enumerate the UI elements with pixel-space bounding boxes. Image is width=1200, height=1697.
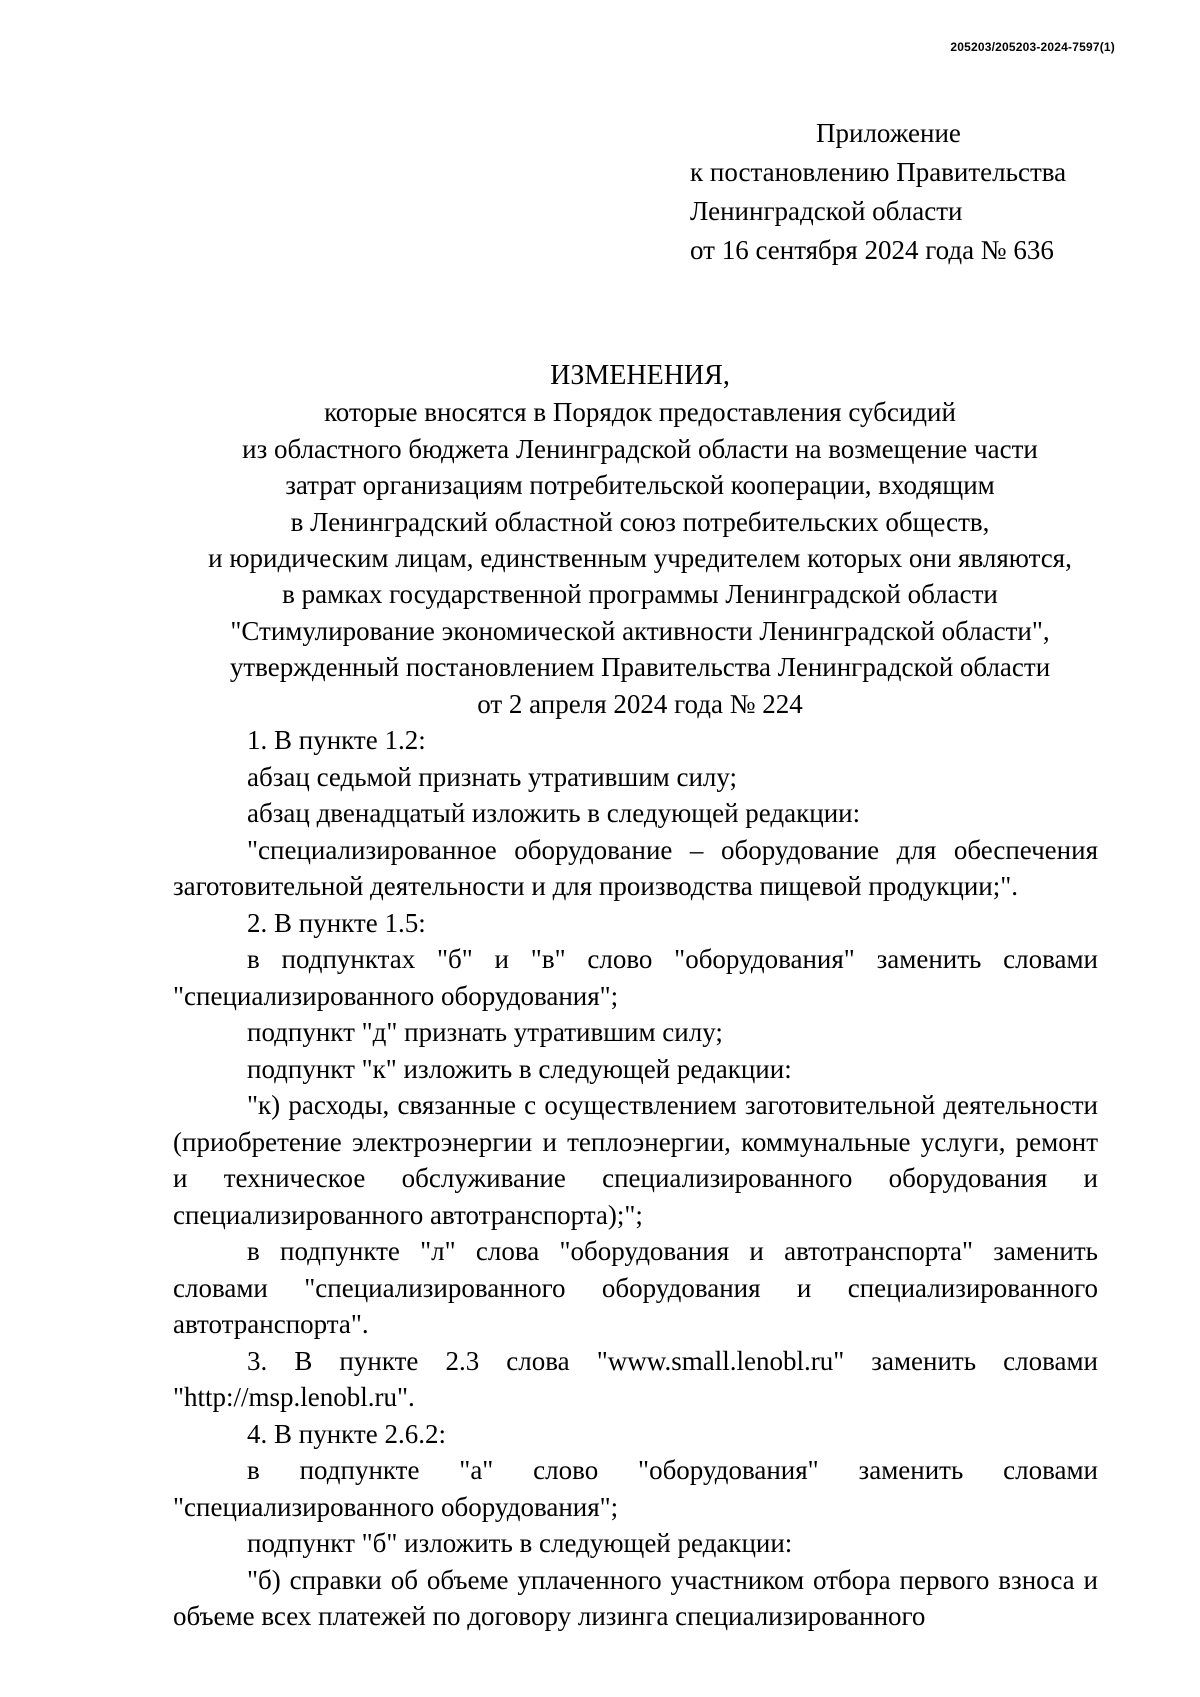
heading-line: утвержденный постановлением Правительства Ленинградской области bbox=[229, 652, 1051, 683]
heading-line: в рамках государственной программы Ленинградской области bbox=[282, 579, 998, 610]
appendix-line: Ленинградской области bbox=[690, 196, 963, 226]
body-paragraph: абзац седьмой признать утратившим силу; bbox=[247, 761, 738, 792]
appendix-date: от 16 сентября 2024 года № 636 bbox=[690, 235, 1054, 265]
body-paragraph: "к) расходы, связанные с осуществлением заготовительной деятельности (приобретение электроэнергии и теплоэнергии, коммунальные услуги, ремонт и техническое обслуживание специализированного оборудования и специализированного автотранспорта);"; bbox=[173, 1090, 1098, 1230]
body-paragraph: подпункт "к" изложить в следующей редакции: bbox=[247, 1053, 792, 1084]
heading-line: затрат организациям потребительской кооперации, входящим bbox=[285, 470, 995, 501]
body-paragraph: подпункт "б" изложить в следующей редакции: bbox=[247, 1528, 793, 1558]
body-paragraph: 4. В пункте 2.6.2: bbox=[247, 1418, 446, 1449]
body-paragraph: 3. В пункте 2.3 слова "www.small.lenobl.ru" заменить словами "http://msp.lenobl.ru". bbox=[173, 1345, 1098, 1412]
appendix-title: Приложение bbox=[816, 118, 961, 148]
heading-line: из областного бюджета Ленинградской области на возмещение части bbox=[242, 433, 1038, 464]
heading-line: и юридическим лицам, единственным учредителем которых они являются, bbox=[208, 543, 1072, 574]
body-paragraph: в подпунктах "б" и "в" слово "оборудования" заменить словами "специализированного оборудования"; bbox=[173, 944, 1098, 1011]
heading-line: "Стимулирование экономической активности Ленинградской области", bbox=[230, 615, 1050, 646]
heading-line: от 2 апреля 2024 года № 224 bbox=[477, 688, 803, 719]
heading-line: в Ленинградский областной союз потребительских обществ, bbox=[290, 506, 990, 537]
body-paragraph: 1. В пункте 1.2: bbox=[247, 725, 426, 755]
body-paragraph: "б) справки об объеме уплаченного участником отбора первого взноса и объеме всех платежей по договору лизинга специализированного bbox=[173, 1564, 1098, 1631]
appendix-block bbox=[690, 114, 1130, 270]
document-body bbox=[173, 722, 1098, 1635]
body-paragraph: подпункт "д" признать утратившим силу; bbox=[247, 1017, 723, 1047]
body-paragraph: 2. В пункте 1.5: bbox=[247, 907, 426, 938]
body-paragraph: в подпункте "а" слово "оборудования" заменить словами "специализированного оборудования"; bbox=[173, 1455, 1098, 1522]
document-id: 205203/205203-2024-7597(1) bbox=[950, 40, 1115, 54]
body-paragraph: "специализированное оборудование – оборудование для обеспечения заготовительной деятельности и для производства пищевой продукции;". bbox=[173, 834, 1098, 901]
document-heading bbox=[150, 358, 1130, 722]
body-paragraph: абзац двенадцатый изложить в следующей редакции: bbox=[247, 798, 861, 828]
heading-title: ИЗМЕНЕНИЯ, bbox=[550, 360, 730, 391]
heading-line: которые вносятся в Порядок предоставления субсидий bbox=[324, 397, 956, 428]
appendix-line: к постановлению Правительства bbox=[690, 157, 1067, 187]
body-paragraph: в подпункте "л" слова "оборудования и автотранспорта" заменить словами "специализированного оборудования и специализированного автотранспорта". bbox=[173, 1236, 1098, 1339]
